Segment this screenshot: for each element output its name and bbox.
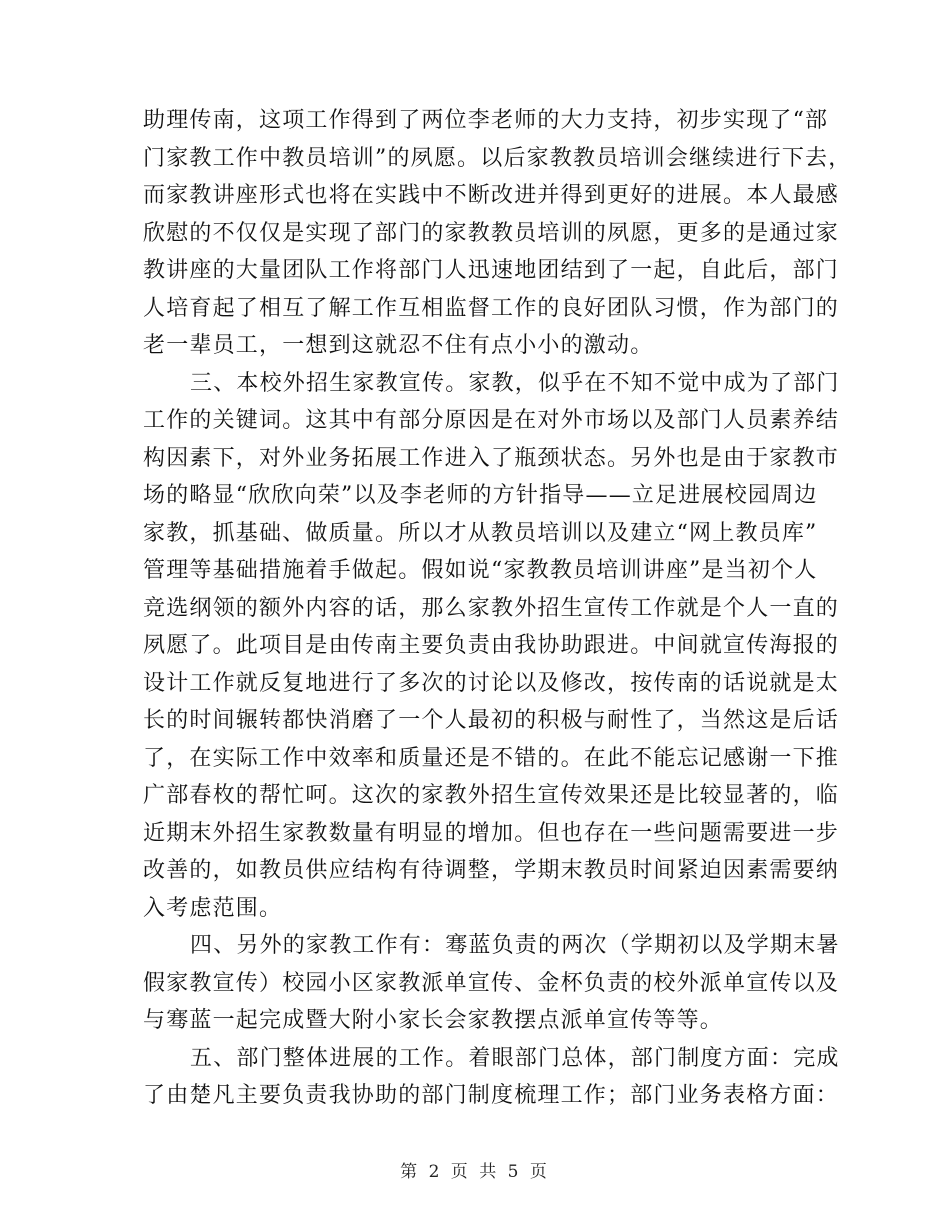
text-line: 改善的，如教员供应结构有待调整，学期末教员时间紧迫因素需要纳 (143, 858, 840, 883)
paragraph-1 (143, 102, 852, 365)
text-line: 而家教讲座形式也将在实践中不断改进并得到更好的进展。本人最感 (143, 183, 840, 208)
paragraph-3 (143, 365, 840, 928)
text-line: 教讲座的大量团队工作将部门人迅速地团结到了一起，自此后，部门 (143, 258, 840, 283)
text-line: 门家教工作中教员培训”的夙愿。以后家教教员培训会继续进行下去， (143, 145, 852, 171)
text-line: 三、本校外招生家教宣传。家教，似乎在不知不觉中成为了部门 (190, 370, 840, 396)
text-line: 假家教宣传）校园小区家教派单宣传、金杯负责的校外派单宣传以及 (143, 970, 840, 996)
document-body (143, 102, 852, 1115)
text-line: 设计工作就反复地进行了多次的讨论以及修改，按传南的话说就是太 (143, 670, 840, 696)
text-line: 助理传南，这项工作得到了两位李老师的大力支持，初步实现了“部 (143, 108, 829, 133)
paragraph-5 (143, 1040, 840, 1115)
text-line: 长的时间辗转都快消磨了一个人最初的积极与耐性了，当然这是后话 (143, 708, 840, 733)
paragraph-4 (143, 927, 840, 1040)
text-line: 老一辈员工，一想到这就忍不住有点小小的激动。 (143, 333, 654, 358)
text-line: 了，在实际工作中效率和质量还是不错的。在此不能忘记感谢一下推 (143, 745, 840, 771)
text-line: 工作的关键词。这其中有部分原因是在对外市场以及部门人员素养结 (143, 408, 840, 433)
text-line: 家教，抓基础、做质量。所以才从教员培训以及建立“网上教员库” (143, 520, 818, 546)
text-line: 欣慰的不仅仅是实现了部门的家教教员培训的夙愿，更多的是通过家 (143, 220, 840, 246)
text-line: 与骞蓝一起完成暨大附小家长会家教摆点派单宣传等等。 (143, 1008, 724, 1033)
text-line: 了由楚凡主要负责我协助的部门制度梳理工作；部门业务表格方面： (143, 1083, 840, 1108)
text-line: 五、部门整体进展的工作。着眼部门总体，部门制度方面：完成 (190, 1045, 840, 1071)
text-line: 夙愿了。此项目是由传南主要负责由我协助跟进。中间就宣传海报的 (143, 633, 840, 658)
text-line: 构因素下，对外业务拓展工作进入了瓶颈状态。另外也是由于家教市 (143, 445, 840, 471)
page-number-footer: 第 2 页 共 5 页 (400, 1162, 550, 1182)
text-line: 入考虑范围。 (143, 895, 283, 921)
text-line: 管理等基础措施着手做起。假如说“家教教员培训讲座”是当初个人 (143, 558, 818, 583)
text-line: 近期末外招生家教数量有明显的增加。但也存在一些问题需要进一步 (143, 820, 840, 846)
text-line: 人培育起了相互了解工作互相监督工作的良好团队习惯，作为部门的 (143, 295, 840, 321)
text-line: 广部春枚的帮忙呵。这次的家教外招生宣传效果还是比较显著的，临 (143, 783, 840, 808)
text-line: 竞选纲领的额外内容的话，那么家教外招生宣传工作就是个人一直的 (143, 595, 840, 621)
text-line: 四、另外的家教工作有：骞蓝负责的两次（学期初以及学期末暑 (190, 933, 840, 958)
text-line: 场的略显“欣欣向荣”以及李老师的方针指导——立足进展校园周边 (143, 483, 818, 508)
